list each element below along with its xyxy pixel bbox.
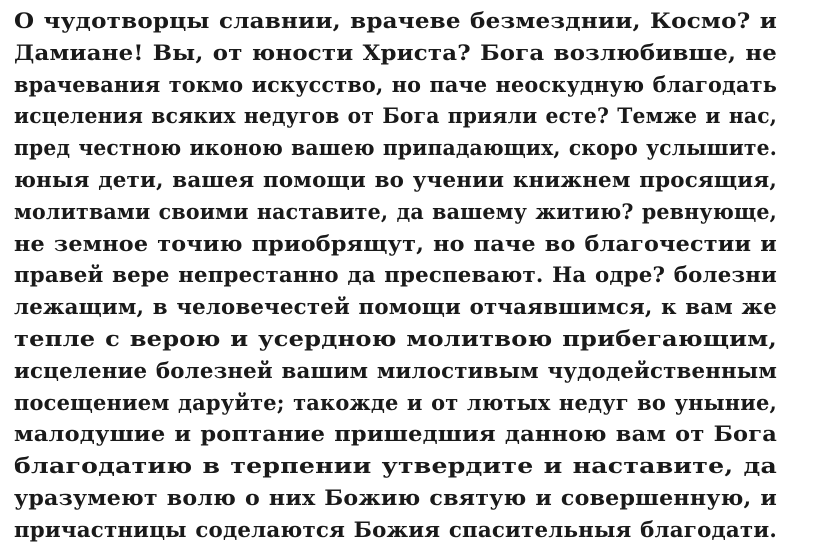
text-line	[14, 292, 779, 324]
text-line	[14, 260, 779, 292]
text-line	[14, 419, 779, 451]
text-line-content: О чудотворцы славнии, врачеве безмезднии, Космо? и	[14, 9, 777, 34]
text-line	[14, 197, 779, 229]
text-line-content: малодушие и роптание пришедшия данною вам от Бога	[14, 422, 777, 448]
text-line-content: лежащим, в человечестей помощи отчаявшимся, к вам же	[14, 295, 777, 321]
text-line	[14, 324, 779, 356]
text-line	[14, 6, 779, 38]
text-line	[14, 483, 779, 515]
text-line-content: пред честною иконою вашею припадающих, скоро услышите.	[14, 136, 777, 162]
text-line-content: тепле с верою и усердною молитвою прибегающим,	[14, 326, 777, 352]
text-line-content: Дамиане! Вы, от юности Христа? Бога возлюбивше, не	[14, 40, 778, 66]
text-line-content: юныя дети, вашея помощи во учении книжнем просящия,	[14, 167, 777, 193]
text-line-content: уразумеют волю о них Божию святую и совершенную, и	[14, 485, 778, 511]
text-line-content: посещением даруйте; такожде и от лютых недуг во уныние,	[14, 390, 778, 416]
text-line	[14, 388, 779, 420]
text-line-content: молитвами своими наставите, да вашему житию? ревнующе,	[14, 199, 777, 225]
text-line-content: исцеление болезней вашим милостивым чудодейственным	[14, 358, 778, 384]
text-line-content: благодатию в терпении утвердите и наставите, да	[14, 454, 777, 480]
text-line	[14, 165, 779, 197]
text-line	[14, 101, 779, 133]
text-line-content: врачевания токмо искусство, но паче неоскудную благодать	[14, 72, 777, 98]
text-line	[14, 515, 779, 547]
text-line-content: не земное точию приобрящут, но паче во благочестии и	[14, 231, 777, 257]
prayer-text-block	[14, 6, 779, 547]
text-line	[14, 229, 779, 261]
text-line	[14, 70, 779, 102]
text-line	[14, 133, 779, 165]
text-line-content: исцеления всяких недугов от Бога прияли есте? Темже и нас,	[14, 104, 778, 130]
text-line	[14, 38, 779, 70]
text-line-content: правей вере непрестанно да преспевают. На одре? болезни	[14, 263, 778, 289]
text-line	[14, 451, 779, 483]
text-line-content: причастницы соделаются Божия спасительныя благодати.	[14, 517, 777, 543]
text-line	[14, 356, 779, 388]
